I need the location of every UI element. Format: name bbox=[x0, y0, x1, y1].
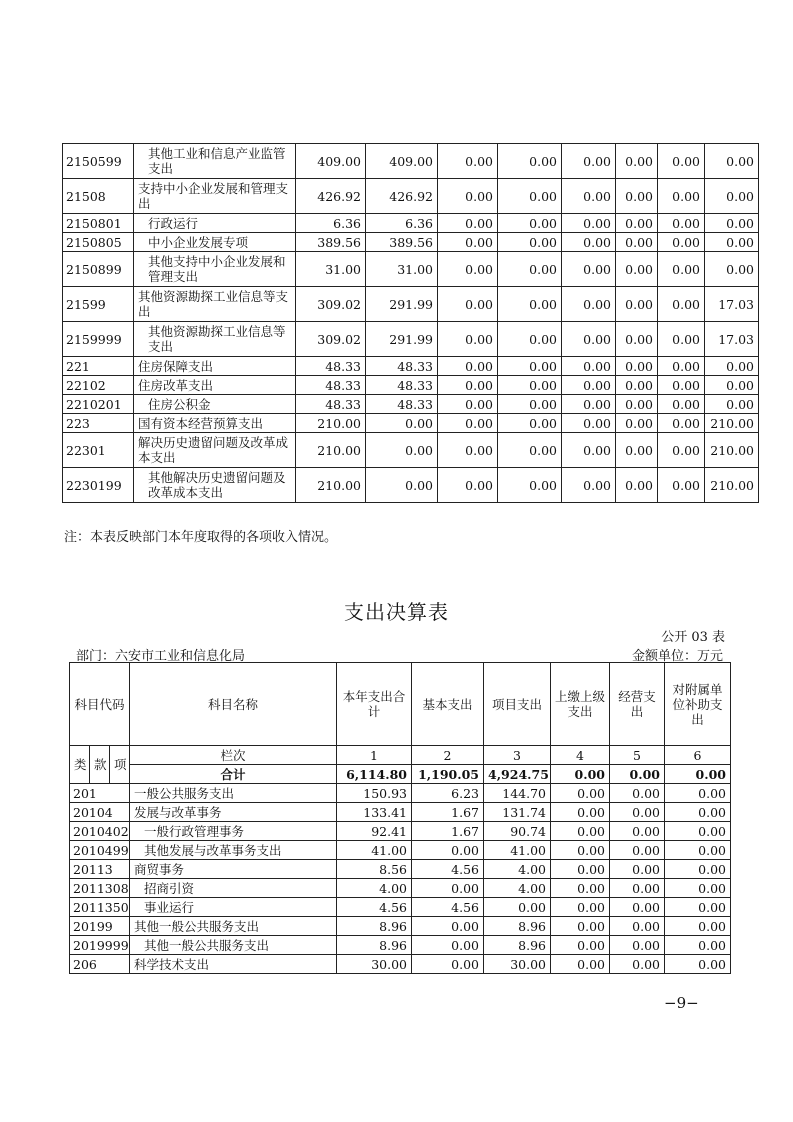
amount-cell: 0.00 bbox=[665, 860, 731, 879]
subject-name: 一般公共服务支出 bbox=[130, 784, 337, 803]
table-row bbox=[63, 252, 759, 287]
amount-cell: 0.00 bbox=[438, 179, 498, 214]
amount-cell: 0.00 bbox=[498, 179, 562, 214]
amount-cell: 30.00 bbox=[337, 955, 412, 974]
subject-code: 22301 bbox=[63, 433, 134, 468]
table-row bbox=[63, 322, 759, 357]
amount-cell: 0.00 bbox=[498, 252, 562, 287]
amount-cell: 309.02 bbox=[296, 322, 366, 357]
table-row bbox=[70, 936, 731, 955]
table-row bbox=[63, 179, 759, 214]
amount-cell: 210.00 bbox=[296, 468, 366, 503]
amount-cell: 0.00 bbox=[658, 414, 705, 433]
amount-cell: 0.00 bbox=[438, 376, 498, 395]
amount-cell: 0.00 bbox=[498, 144, 562, 179]
table-row bbox=[70, 917, 731, 936]
amount-cell: 6.36 bbox=[366, 214, 438, 233]
header-project: 项目支出 bbox=[484, 663, 551, 746]
amount-cell: 0.00 bbox=[412, 879, 484, 898]
subject-code: 2150899 bbox=[63, 252, 134, 287]
amount-cell: 4.56 bbox=[412, 898, 484, 917]
total-cell: 0.00 bbox=[551, 765, 610, 784]
table-row bbox=[70, 841, 731, 860]
header-kuan: 款 bbox=[90, 746, 110, 784]
subject-code: 20113 bbox=[70, 860, 130, 879]
column-row-label: 栏次 bbox=[130, 746, 337, 765]
amount-cell: 48.33 bbox=[296, 376, 366, 395]
amount-cell: 0.00 bbox=[616, 322, 658, 357]
amount-cell: 4.00 bbox=[484, 860, 551, 879]
subject-code: 21508 bbox=[63, 179, 134, 214]
subject-name: 国有资本经营预算支出 bbox=[134, 414, 296, 433]
amount-cell: 0.00 bbox=[610, 955, 665, 974]
amount-cell: 0.00 bbox=[551, 955, 610, 974]
amount-cell: 8.96 bbox=[484, 917, 551, 936]
table-row bbox=[70, 955, 731, 974]
subject-code: 2011350 bbox=[70, 898, 130, 917]
subject-name: 招商引资 bbox=[130, 879, 337, 898]
header-upper: 上缴上级支出 bbox=[551, 663, 610, 746]
amount-cell: 0.00 bbox=[658, 376, 705, 395]
amount-cell: 8.96 bbox=[484, 936, 551, 955]
column-num: 3 bbox=[484, 746, 551, 765]
amount-cell: 0.00 bbox=[438, 214, 498, 233]
table-note: 注：本表反映部门本年度取得的各项收入情况。 bbox=[64, 530, 338, 545]
amount-cell: 0.00 bbox=[705, 144, 759, 179]
subject-code: 2019999 bbox=[70, 936, 130, 955]
amount-cell: 0.00 bbox=[412, 936, 484, 955]
subject-code: 2210201 bbox=[63, 395, 134, 414]
subject-name: 住房保障支出 bbox=[134, 357, 296, 376]
table-row bbox=[70, 784, 731, 803]
total-row bbox=[70, 765, 731, 784]
amount-cell: 0.00 bbox=[665, 955, 731, 974]
subject-code: 22102 bbox=[63, 376, 134, 395]
column-num: 4 bbox=[551, 746, 610, 765]
amount-cell: 0.00 bbox=[438, 395, 498, 414]
amount-cell: 48.33 bbox=[296, 395, 366, 414]
subject-name: 一般行政管理事务 bbox=[130, 822, 337, 841]
amount-cell: 409.00 bbox=[296, 144, 366, 179]
header-code: 科目代码 bbox=[70, 663, 130, 746]
column-number-row bbox=[70, 746, 731, 765]
column-num: 2 bbox=[412, 746, 484, 765]
amount-cell: 0.00 bbox=[665, 936, 731, 955]
page-title: 支出决算表 bbox=[344, 600, 449, 624]
amount-cell: 0.00 bbox=[366, 433, 438, 468]
amount-cell: 0.00 bbox=[562, 233, 616, 252]
amount-cell: 0.00 bbox=[610, 803, 665, 822]
amount-cell: 0.00 bbox=[616, 376, 658, 395]
subject-code: 221 bbox=[63, 357, 134, 376]
amount-cell: 0.00 bbox=[705, 214, 759, 233]
amount-cell: 0.00 bbox=[705, 395, 759, 414]
amount-cell: 0.00 bbox=[616, 395, 658, 414]
table-row bbox=[63, 414, 759, 433]
amount-cell: 90.74 bbox=[484, 822, 551, 841]
table-row bbox=[70, 879, 731, 898]
column-num: 5 bbox=[610, 746, 665, 765]
amount-cell: 291.99 bbox=[366, 287, 438, 322]
amount-cell: 0.00 bbox=[562, 468, 616, 503]
subject-name: 商贸事务 bbox=[130, 860, 337, 879]
amount-cell: 210.00 bbox=[705, 468, 759, 503]
amount-cell: 0.00 bbox=[658, 433, 705, 468]
amount-cell: 0.00 bbox=[498, 433, 562, 468]
amount-cell: 0.00 bbox=[551, 841, 610, 860]
amount-cell: 0.00 bbox=[438, 433, 498, 468]
amount-cell: 0.00 bbox=[551, 879, 610, 898]
amount-cell: 0.00 bbox=[562, 376, 616, 395]
amount-cell: 1.67 bbox=[412, 803, 484, 822]
amount-cell: 210.00 bbox=[296, 414, 366, 433]
total-label: 合计 bbox=[130, 765, 337, 784]
amount-cell: 0.00 bbox=[610, 917, 665, 936]
subject-name: 行政运行 bbox=[134, 214, 296, 233]
amount-cell: 210.00 bbox=[705, 433, 759, 468]
total-cell: 1,190.05 bbox=[412, 765, 484, 784]
amount-cell: 0.00 bbox=[412, 841, 484, 860]
amount-cell: 0.00 bbox=[665, 898, 731, 917]
amount-cell: 6.36 bbox=[296, 214, 366, 233]
amount-cell: 41.00 bbox=[484, 841, 551, 860]
amount-cell: 0.00 bbox=[616, 287, 658, 322]
amount-cell: 0.00 bbox=[498, 468, 562, 503]
table-row bbox=[63, 144, 759, 179]
amount-cell: 0.00 bbox=[438, 233, 498, 252]
amount-cell: 0.00 bbox=[616, 179, 658, 214]
amount-cell: 0.00 bbox=[658, 357, 705, 376]
amount-cell: 0.00 bbox=[438, 322, 498, 357]
amount-cell: 0.00 bbox=[438, 287, 498, 322]
amount-cell: 0.00 bbox=[616, 144, 658, 179]
amount-cell: 4.56 bbox=[412, 860, 484, 879]
subject-name: 其他资源勘探工业信息等支出 bbox=[134, 322, 296, 357]
amount-cell: 0.00 bbox=[616, 433, 658, 468]
amount-cell: 0.00 bbox=[616, 468, 658, 503]
amount-cell: 426.92 bbox=[366, 179, 438, 214]
subject-name: 中小企业发展专项 bbox=[134, 233, 296, 252]
amount-cell: 8.96 bbox=[337, 936, 412, 955]
amount-cell: 0.00 bbox=[562, 395, 616, 414]
subject-code: 223 bbox=[63, 414, 134, 433]
subject-name: 住房改革支出 bbox=[134, 376, 296, 395]
subject-code: 20104 bbox=[70, 803, 130, 822]
amount-cell: 0.00 bbox=[366, 468, 438, 503]
total-cell: 0.00 bbox=[665, 765, 731, 784]
table-row bbox=[63, 376, 759, 395]
amount-cell: 409.00 bbox=[366, 144, 438, 179]
amount-cell: 0.00 bbox=[610, 879, 665, 898]
amount-cell: 426.92 bbox=[296, 179, 366, 214]
subject-name: 其他支持中小企业发展和管理支出 bbox=[134, 252, 296, 287]
subject-name: 科学技术支出 bbox=[130, 955, 337, 974]
amount-cell: 0.00 bbox=[616, 414, 658, 433]
table-row bbox=[63, 287, 759, 322]
amount-cell: 0.00 bbox=[610, 898, 665, 917]
amount-cell: 4.00 bbox=[337, 879, 412, 898]
amount-cell: 31.00 bbox=[366, 252, 438, 287]
amount-cell: 0.00 bbox=[412, 917, 484, 936]
amount-cell: 0.00 bbox=[658, 468, 705, 503]
amount-cell: 6.23 bbox=[412, 784, 484, 803]
subject-name: 其他一般公共服务支出 bbox=[130, 917, 337, 936]
table-row bbox=[63, 433, 759, 468]
table-row bbox=[63, 214, 759, 233]
amount-cell: 0.00 bbox=[498, 322, 562, 357]
amount-cell: 0.00 bbox=[610, 860, 665, 879]
subject-name: 解决历史遗留问题及改革成本支出 bbox=[134, 433, 296, 468]
amount-cell: 0.00 bbox=[551, 784, 610, 803]
amount-cell: 0.00 bbox=[412, 955, 484, 974]
amount-cell: 0.00 bbox=[658, 395, 705, 414]
amount-cell: 31.00 bbox=[296, 252, 366, 287]
amount-cell: 0.00 bbox=[438, 468, 498, 503]
amount-cell: 0.00 bbox=[610, 784, 665, 803]
amount-cell: 0.00 bbox=[551, 898, 610, 917]
amount-cell: 309.02 bbox=[296, 287, 366, 322]
income-table-continued bbox=[62, 143, 759, 503]
amount-cell: 0.00 bbox=[658, 287, 705, 322]
amount-cell: 0.00 bbox=[665, 784, 731, 803]
column-num: 1 bbox=[337, 746, 412, 765]
amount-cell: 0.00 bbox=[658, 179, 705, 214]
amount-cell: 41.00 bbox=[337, 841, 412, 860]
table-number: 公开 03 表 bbox=[661, 630, 725, 645]
amount-cell: 0.00 bbox=[498, 395, 562, 414]
subject-name: 其他资源勘探工业信息等支出 bbox=[134, 287, 296, 322]
subject-code: 2010402 bbox=[70, 822, 130, 841]
amount-cell: 0.00 bbox=[705, 357, 759, 376]
amount-cell: 48.33 bbox=[366, 357, 438, 376]
table-row bbox=[70, 803, 731, 822]
amount-cell: 4.56 bbox=[337, 898, 412, 917]
header-xiang: 项 bbox=[110, 746, 130, 784]
amount-cell: 0.00 bbox=[438, 357, 498, 376]
subject-code: 2010499 bbox=[70, 841, 130, 860]
subject-code: 2230199 bbox=[63, 468, 134, 503]
amount-cell: 389.56 bbox=[296, 233, 366, 252]
amount-cell: 0.00 bbox=[498, 287, 562, 322]
amount-cell: 0.00 bbox=[562, 214, 616, 233]
amount-cell: 291.99 bbox=[366, 322, 438, 357]
subject-code: 206 bbox=[70, 955, 130, 974]
amount-cell: 0.00 bbox=[616, 357, 658, 376]
amount-cell: 48.33 bbox=[366, 376, 438, 395]
amount-cell: 0.00 bbox=[562, 287, 616, 322]
amount-cell: 48.33 bbox=[296, 357, 366, 376]
column-num: 6 bbox=[665, 746, 731, 765]
amount-cell: 0.00 bbox=[616, 252, 658, 287]
amount-cell: 0.00 bbox=[562, 144, 616, 179]
header-basic: 基本支出 bbox=[412, 663, 484, 746]
department-label: 部门：六安市工业和信息化局 bbox=[76, 649, 246, 664]
amount-cell: 17.03 bbox=[705, 322, 759, 357]
subject-code: 2150801 bbox=[63, 214, 134, 233]
amount-cell: 150.93 bbox=[337, 784, 412, 803]
amount-cell: 0.00 bbox=[658, 252, 705, 287]
page-number: −9− bbox=[664, 994, 699, 1012]
subject-name: 其他工业和信息产业监管支出 bbox=[134, 144, 296, 179]
amount-cell: 0.00 bbox=[562, 433, 616, 468]
subject-name: 发展与改革事务 bbox=[130, 803, 337, 822]
table-row bbox=[63, 395, 759, 414]
table-row bbox=[70, 822, 731, 841]
amount-cell: 0.00 bbox=[610, 822, 665, 841]
amount-cell: 144.70 bbox=[484, 784, 551, 803]
amount-cell: 0.00 bbox=[366, 414, 438, 433]
amount-cell: 0.00 bbox=[705, 233, 759, 252]
subject-code: 2159999 bbox=[63, 322, 134, 357]
header-subsidiary: 对附属单位补助支出 bbox=[665, 663, 731, 746]
amount-cell: 133.41 bbox=[337, 803, 412, 822]
amount-cell: 0.00 bbox=[562, 414, 616, 433]
amount-cell: 0.00 bbox=[616, 214, 658, 233]
amount-cell: 0.00 bbox=[498, 214, 562, 233]
amount-cell: 0.00 bbox=[705, 179, 759, 214]
amount-cell: 0.00 bbox=[438, 252, 498, 287]
amount-cell: 0.00 bbox=[562, 357, 616, 376]
subject-code: 20199 bbox=[70, 917, 130, 936]
amount-cell: 210.00 bbox=[296, 433, 366, 468]
table-row bbox=[63, 233, 759, 252]
amount-cell: 0.00 bbox=[438, 414, 498, 433]
header-lei: 类 bbox=[70, 746, 90, 784]
amount-cell: 8.96 bbox=[337, 917, 412, 936]
amount-cell: 0.00 bbox=[551, 936, 610, 955]
amount-cell: 0.00 bbox=[616, 233, 658, 252]
amount-cell: 0.00 bbox=[551, 917, 610, 936]
amount-cell: 17.03 bbox=[705, 287, 759, 322]
unit-label: 金额单位：万元 bbox=[631, 649, 723, 664]
subject-name: 其他解决历史遗留问题及改革成本支出 bbox=[134, 468, 296, 503]
amount-cell: 0.00 bbox=[705, 376, 759, 395]
amount-cell: 0.00 bbox=[665, 917, 731, 936]
amount-cell: 389.56 bbox=[366, 233, 438, 252]
header-total: 本年支出合计 bbox=[337, 663, 412, 746]
amount-cell: 0.00 bbox=[658, 322, 705, 357]
amount-cell: 0.00 bbox=[610, 936, 665, 955]
subject-name: 支持中小企业发展和管理支出 bbox=[134, 179, 296, 214]
subject-name: 住房公积金 bbox=[134, 395, 296, 414]
table-row bbox=[70, 898, 731, 917]
table-row bbox=[70, 860, 731, 879]
amount-cell: 0.00 bbox=[551, 860, 610, 879]
amount-cell: 8.56 bbox=[337, 860, 412, 879]
expenditure-table bbox=[69, 662, 731, 974]
subject-code: 2011308 bbox=[70, 879, 130, 898]
total-cell: 0.00 bbox=[610, 765, 665, 784]
amount-cell: 0.00 bbox=[658, 214, 705, 233]
amount-cell: 48.33 bbox=[366, 395, 438, 414]
amount-cell: 0.00 bbox=[562, 179, 616, 214]
amount-cell: 0.00 bbox=[665, 879, 731, 898]
amount-cell: 0.00 bbox=[498, 414, 562, 433]
amount-cell: 0.00 bbox=[484, 898, 551, 917]
amount-cell: 0.00 bbox=[658, 144, 705, 179]
amount-cell: 0.00 bbox=[562, 252, 616, 287]
subject-code: 2150599 bbox=[63, 144, 134, 179]
total-cell: 4,924.75 bbox=[484, 765, 551, 784]
table-row bbox=[63, 468, 759, 503]
subject-code: 201 bbox=[70, 784, 130, 803]
amount-cell: 210.00 bbox=[705, 414, 759, 433]
amount-cell: 0.00 bbox=[498, 376, 562, 395]
header-row bbox=[70, 663, 731, 746]
amount-cell: 0.00 bbox=[438, 144, 498, 179]
subject-name: 事业运行 bbox=[130, 898, 337, 917]
amount-cell: 0.00 bbox=[562, 322, 616, 357]
subject-code: 2150805 bbox=[63, 233, 134, 252]
subject-name: 其他一般公共服务支出 bbox=[130, 936, 337, 955]
amount-cell: 0.00 bbox=[665, 803, 731, 822]
amount-cell: 4.00 bbox=[484, 879, 551, 898]
total-cell: 6,114.80 bbox=[337, 765, 412, 784]
amount-cell: 0.00 bbox=[705, 252, 759, 287]
amount-cell: 92.41 bbox=[337, 822, 412, 841]
subject-name: 其他发展与改革事务支出 bbox=[130, 841, 337, 860]
amount-cell: 0.00 bbox=[551, 822, 610, 841]
amount-cell: 30.00 bbox=[484, 955, 551, 974]
table-row bbox=[63, 357, 759, 376]
amount-cell: 0.00 bbox=[551, 803, 610, 822]
amount-cell: 0.00 bbox=[665, 841, 731, 860]
amount-cell: 131.74 bbox=[484, 803, 551, 822]
amount-cell: 0.00 bbox=[498, 233, 562, 252]
header-business: 经营支出 bbox=[610, 663, 665, 746]
amount-cell: 0.00 bbox=[498, 357, 562, 376]
header-name: 科目名称 bbox=[130, 663, 337, 746]
amount-cell: 1.67 bbox=[412, 822, 484, 841]
amount-cell: 0.00 bbox=[658, 233, 705, 252]
amount-cell: 0.00 bbox=[610, 841, 665, 860]
subject-code: 21599 bbox=[63, 287, 134, 322]
amount-cell: 0.00 bbox=[665, 822, 731, 841]
